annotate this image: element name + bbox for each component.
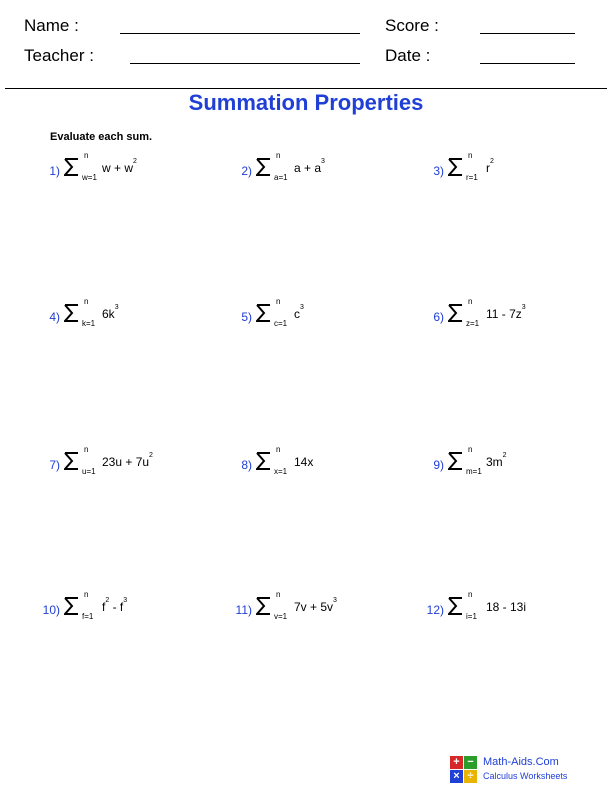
problem-3 bbox=[404, 151, 574, 195]
upper-limit: n bbox=[84, 445, 89, 454]
upper-limit: n bbox=[276, 151, 281, 160]
problem-number: 4) bbox=[49, 310, 60, 324]
lower-limit: r=1 bbox=[466, 173, 478, 182]
upper-limit: n bbox=[468, 151, 473, 160]
summand-expression: $r^2$ bbox=[486, 158, 494, 175]
lower-limit: x=1 bbox=[274, 467, 288, 476]
logo-site: Math-Aids.Com bbox=[483, 756, 559, 768]
problem-2 bbox=[212, 151, 382, 195]
upper-limit: n bbox=[276, 445, 281, 454]
sigma-icon bbox=[256, 157, 272, 177]
problem-number: 1) bbox=[49, 164, 60, 178]
score-label: Score : bbox=[385, 16, 439, 35]
sigma-icon bbox=[64, 303, 80, 323]
math-operators-icon: + − × ÷ bbox=[450, 756, 478, 784]
lower-limit: m=1 bbox=[466, 467, 482, 476]
sigma-icon bbox=[256, 451, 272, 471]
sigma-icon bbox=[256, 596, 272, 616]
summand-expression: $11 - 7z^3$ bbox=[486, 304, 526, 321]
sigma-icon bbox=[64, 451, 80, 471]
problem-number: 7) bbox=[49, 458, 60, 472]
name-label: Name : bbox=[24, 16, 79, 35]
problem-5 bbox=[212, 297, 382, 341]
teacher-field[interactable] bbox=[130, 63, 360, 64]
lower-limit: u=1 bbox=[82, 467, 96, 476]
upper-limit: n bbox=[468, 590, 473, 599]
problem-8 bbox=[212, 445, 382, 489]
upper-limit: n bbox=[84, 151, 89, 160]
header-divider bbox=[5, 88, 607, 89]
name-field[interactable] bbox=[120, 33, 360, 34]
problem-12 bbox=[404, 590, 574, 634]
upper-limit: n bbox=[276, 590, 281, 599]
problem-11 bbox=[212, 590, 382, 634]
summand-expression: $f^2 - f^3$ bbox=[102, 597, 128, 614]
sigma-icon bbox=[448, 303, 464, 323]
lower-limit: c=1 bbox=[274, 319, 288, 328]
sigma-icon bbox=[448, 596, 464, 616]
logo-subtitle: Calculus Worksheets bbox=[483, 771, 568, 781]
summand-expression: $7v + 5v^3$ bbox=[294, 597, 337, 614]
lower-limit: a=1 bbox=[274, 173, 288, 182]
score-field[interactable] bbox=[480, 33, 575, 34]
teacher-label: Teacher : bbox=[24, 46, 94, 65]
summand-expression: $a + a^3$ bbox=[294, 158, 325, 175]
upper-limit: n bbox=[468, 445, 473, 454]
problem-7 bbox=[20, 445, 190, 489]
upper-limit: n bbox=[84, 297, 89, 306]
summand-expression: 14x bbox=[294, 455, 314, 469]
problem-number: 9) bbox=[433, 458, 444, 472]
problem-number: 8) bbox=[241, 458, 252, 472]
math-aids-logo bbox=[450, 754, 590, 786]
summand-expression: $w + w^2$ bbox=[102, 158, 137, 175]
upper-limit: n bbox=[84, 590, 89, 599]
lower-limit: f=1 bbox=[82, 612, 94, 621]
lower-limit: v=1 bbox=[274, 612, 288, 621]
summand-expression: $23u + 7u^2$ bbox=[102, 452, 153, 469]
date-label: Date : bbox=[385, 46, 431, 65]
problem-1 bbox=[20, 151, 190, 195]
sigma-icon bbox=[256, 303, 272, 323]
problem-number: 2) bbox=[241, 164, 252, 178]
problem-number: 12) bbox=[426, 603, 444, 617]
problem-10 bbox=[20, 590, 190, 634]
summand-expression: $3m^2$ bbox=[486, 452, 507, 469]
worksheet-title: Summation Properties bbox=[188, 90, 424, 115]
sigma-icon bbox=[64, 157, 80, 177]
upper-limit: n bbox=[468, 297, 473, 306]
problem-number: 11) bbox=[235, 603, 252, 617]
upper-limit: n bbox=[276, 297, 281, 306]
problem-4 bbox=[20, 297, 190, 341]
sigma-icon bbox=[448, 451, 464, 471]
date-field[interactable] bbox=[480, 63, 575, 64]
summand-expression: $6k^3$ bbox=[102, 304, 119, 321]
problem-number: 3) bbox=[433, 164, 444, 178]
lower-limit: z=1 bbox=[466, 319, 480, 328]
problem-number: 6) bbox=[433, 310, 444, 324]
summand-expression: $c^3$ bbox=[294, 304, 304, 321]
problem-6 bbox=[404, 297, 574, 341]
summand-expression: 18 - 13i bbox=[486, 600, 527, 614]
sigma-icon bbox=[448, 157, 464, 177]
lower-limit: i=1 bbox=[466, 612, 477, 621]
instructions: Evaluate each sum. bbox=[50, 131, 153, 143]
sigma-icon bbox=[64, 596, 80, 616]
problem-number: 10) bbox=[42, 603, 60, 617]
problem-9 bbox=[404, 445, 574, 489]
problem-number: 5) bbox=[241, 310, 252, 324]
lower-limit: w=1 bbox=[82, 173, 97, 182]
lower-limit: k=1 bbox=[82, 319, 96, 328]
